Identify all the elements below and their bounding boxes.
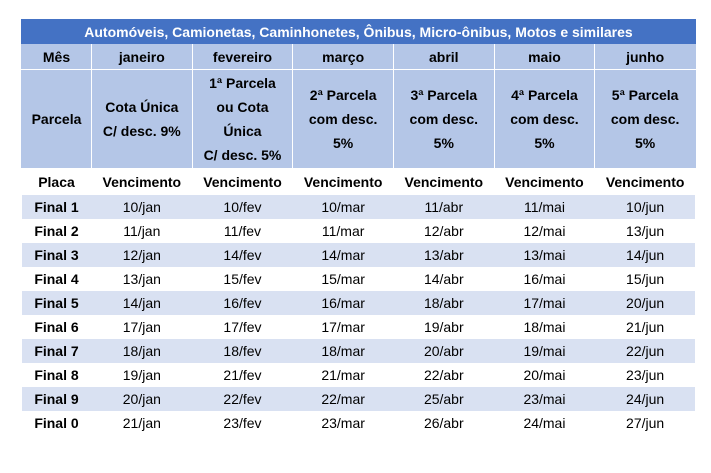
month-header-row xyxy=(22,44,696,70)
due-date-cell: 17/mai xyxy=(494,291,595,315)
due-date-cell: 23/fev xyxy=(223,415,262,431)
due-date-cell: 16/mar xyxy=(293,291,394,315)
plate-cell: Final 1 xyxy=(22,195,92,219)
plate-cell: Final 0 xyxy=(34,415,79,431)
table-row xyxy=(22,363,696,387)
plate-cell: Final 7 xyxy=(22,339,92,363)
table-row xyxy=(22,219,696,243)
month-header-cell: junho xyxy=(595,44,696,70)
table-row xyxy=(22,243,696,267)
due-date-cell: 14/abr xyxy=(423,271,464,287)
parcel-header-cell xyxy=(393,70,494,169)
due-date-cell: 20/jun xyxy=(595,291,696,315)
due-date-cell: 14/jun xyxy=(595,243,696,267)
parcel-header-line: 5% xyxy=(534,135,555,151)
parcel-header-line: 1ª Parcela xyxy=(209,75,276,91)
due-date-cell: 13/mai xyxy=(494,243,595,267)
due-date-cell: 22/mar xyxy=(293,387,394,411)
parcel-header-cell xyxy=(92,70,193,169)
due-date-cell: 10/jan xyxy=(92,195,193,219)
due-date-cell: 11/mar xyxy=(321,223,365,239)
table-row xyxy=(22,291,696,315)
due-date-cell: 26/abr xyxy=(423,415,464,431)
parcel-header-cell xyxy=(192,70,293,169)
due-date-cell: 12/jan xyxy=(92,243,193,267)
due-date-cell: 20/abr xyxy=(393,339,494,363)
due-date-cell: 17/fev xyxy=(223,319,262,335)
due-date-cell: 18/mar xyxy=(293,339,394,363)
plate-cell: Final 6 xyxy=(34,319,79,335)
parcel-header-line: Cota Única xyxy=(105,99,179,115)
parcel-header-line: 5% xyxy=(635,135,656,151)
plate-cell: Final 2 xyxy=(34,223,79,239)
due-date-cell: 23/mai xyxy=(494,387,595,411)
parcel-header-line: C/ desc. 9% xyxy=(102,123,181,139)
parcel-header-cell xyxy=(595,70,696,169)
month-header-cell: maio xyxy=(494,44,595,70)
due-date-cell: 23/mar xyxy=(321,415,365,431)
column-label-row xyxy=(22,168,696,195)
parcel-header-line: 2ª Parcela xyxy=(309,87,377,103)
month-header-label: Mês xyxy=(22,44,92,70)
parcel-header-line: 4ª Parcela xyxy=(511,87,578,103)
due-date-cell: 21/fev xyxy=(223,367,262,383)
due-date-cell: 22/jun xyxy=(595,339,696,363)
due-date-table-body xyxy=(22,20,696,436)
plate-cell: Final 8 xyxy=(34,367,79,383)
due-date-cell: 16/fev xyxy=(192,291,293,315)
due-date-cell: 13/jun xyxy=(626,223,665,239)
due-column-label: Vencimento xyxy=(404,173,484,190)
due-column-label: Vencimento xyxy=(203,173,282,190)
table-title: Automóveis, Camionetas, Caminhonetes, Ônibus, Micro-ônibus, Motos e similares xyxy=(22,20,696,44)
due-date-cell: 23/jun xyxy=(626,367,665,383)
due-date-cell: 24/jun xyxy=(595,387,696,411)
due-date-cell: 14/jan xyxy=(92,291,193,315)
due-date-cell: 27/jun xyxy=(626,415,665,431)
due-date-cell: 19/jan xyxy=(122,367,161,383)
plate-cell: Final 3 xyxy=(22,243,92,267)
due-date-cell: 25/abr xyxy=(393,387,494,411)
due-date-cell: 15/fev xyxy=(223,271,262,287)
due-date-cell: 21/jun xyxy=(626,319,665,335)
due-date-cell: 10/jun xyxy=(595,195,696,219)
table-row xyxy=(22,339,696,363)
due-date-cell: 20/mai xyxy=(523,367,566,383)
plate-column-label: Placa xyxy=(38,173,75,190)
due-date-cell: 11/mai xyxy=(494,195,595,219)
parcel-header-line: com desc. xyxy=(510,111,579,127)
month-header-cell: janeiro xyxy=(92,44,193,70)
due-column-label: Vencimento xyxy=(605,173,685,190)
due-date-cell: 22/abr xyxy=(423,367,464,383)
due-date-cell: 18/jan xyxy=(92,339,193,363)
due-column-label: Vencimento xyxy=(102,173,182,190)
parcel-header-line: ou Cota xyxy=(216,99,269,115)
due-date-cell: 21/mar xyxy=(321,367,365,383)
due-date-cell: 15/jun xyxy=(626,271,665,287)
due-date-cell: 18/mai xyxy=(523,319,566,335)
month-header-cell: fevereiro xyxy=(192,44,293,70)
due-date-cell: 10/fev xyxy=(192,195,293,219)
due-date-cell: 19/mai xyxy=(494,339,595,363)
schedule-table-container xyxy=(21,19,695,435)
due-date-cell: 17/mar xyxy=(321,319,365,335)
due-date-cell: 11/jan xyxy=(123,223,161,239)
plate-cell: Final 4 xyxy=(34,271,79,287)
parcel-header-line: Única xyxy=(223,123,262,139)
due-date-cell: 15/mar xyxy=(321,271,365,287)
plate-cell: Final 9 xyxy=(22,387,92,411)
table-title-row xyxy=(22,20,696,44)
due-date-cell: 20/jan xyxy=(92,387,193,411)
due-date-cell: 13/jan xyxy=(122,271,161,287)
due-date-cell: 22/fev xyxy=(192,387,293,411)
due-date-cell: 21/jan xyxy=(122,415,161,431)
due-date-cell: 18/fev xyxy=(192,339,293,363)
table-row xyxy=(22,387,696,411)
due-date-cell: 10/mar xyxy=(293,195,394,219)
parcel-header-line: com desc. xyxy=(610,111,680,127)
due-date-cell: 12/mai xyxy=(523,223,566,239)
due-date-cell: 18/abr xyxy=(393,291,494,315)
plate-cell: Final 5 xyxy=(22,291,92,315)
table-row xyxy=(22,195,696,219)
parcel-header-cell xyxy=(494,70,595,169)
due-date-cell: 19/abr xyxy=(423,319,464,335)
month-header-cell: abril xyxy=(393,44,494,70)
parcel-header-line: 3ª Parcela xyxy=(410,87,478,103)
table-row xyxy=(22,315,696,339)
month-header-cell: março xyxy=(293,44,394,70)
due-date-cell: 13/abr xyxy=(393,243,494,267)
due-date-cell: 16/mai xyxy=(523,271,566,287)
due-date-cell: 11/abr xyxy=(393,195,494,219)
due-date-cell: 17/jan xyxy=(122,319,161,335)
parcel-header-line: C/ desc. 5% xyxy=(203,147,282,163)
table-row xyxy=(22,411,696,435)
parcel-header-label: Parcela xyxy=(22,70,92,169)
parcel-header-line: 5ª Parcela xyxy=(611,87,679,103)
table-row xyxy=(22,267,696,291)
due-date-cell: 24/mai xyxy=(523,415,566,431)
parcel-header-line: 5% xyxy=(333,135,354,151)
parcel-header-cell xyxy=(293,70,394,169)
due-date-cell: 11/fev xyxy=(223,223,262,239)
parcel-header-row xyxy=(22,70,696,169)
due-date-cell: 12/abr xyxy=(423,223,464,239)
due-column-label: Vencimento xyxy=(303,173,383,190)
parcel-header-line: 5% xyxy=(433,135,454,151)
due-date-table xyxy=(21,19,696,435)
due-column-label: Vencimento xyxy=(505,173,584,190)
parcel-header-line: com desc. xyxy=(409,111,479,127)
due-date-cell: 14/fev xyxy=(192,243,293,267)
parcel-header-line: com desc. xyxy=(308,111,378,127)
due-date-cell: 14/mar xyxy=(293,243,394,267)
